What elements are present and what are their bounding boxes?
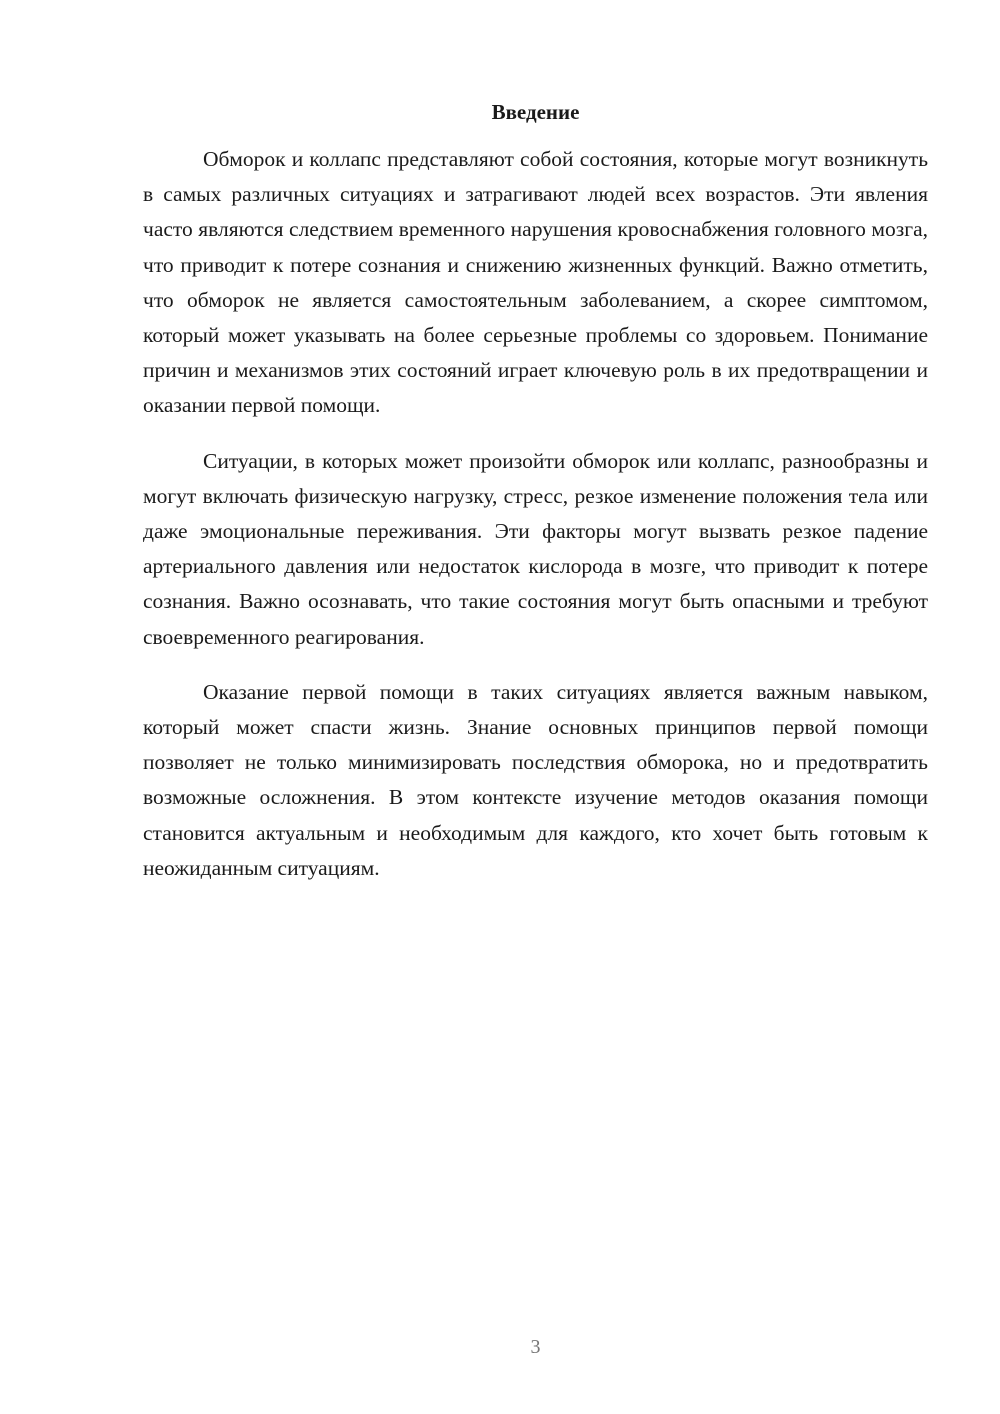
paragraph-3: Оказание первой помощи в таких ситуациях является важным навыком, который может спасти жизнь. Знание основных принципов первой помощи позволяет не только минимизировать последствия обморока, но и предотвратить возможные осложнения. В этом контексте изучение методов оказания помощи становится актуальным и необходимым для каждого, кто хочет быть готовым к неожиданным ситуациям. [143,679,928,880]
paragraph-2: Ситуации, в которых может произойти обморок или коллапс, разнообразны и могут включать физическую нагрузку, стресс, резкое изменение положения тела или даже эмоциональные переживания. Эти факторы могут вызвать резкое падение артериального давления или недостаток кислорода в мозге, что приводит к потере сознания. Важно осознавать, что такие состояния могут быть опасными и требуют своевременного реагирования. [143,448,928,649]
body-text [143,142,928,906]
section-heading: Введение [491,100,580,124]
paragraph-1: Обморок и коллапс представляют собой состояния, которые могут возникнуть в самых различных ситуациях и затрагивают людей всех возрастов. Эти явления часто являются следствием временного нарушения кровоснабжения головного мозга, что приводит к потере сознания и снижению жизненных функций. Важно отметить, что обморок не является самостоятельным заболеванием, а скорее симптомом, который может указывать на более серьезные проблемы со здоровьем. Понимание причин и механизмов этих состояний играет ключевую роль в их предотвращении и оказании первой помощи. [143,147,928,418]
page-number: 3 [530,1336,541,1358]
